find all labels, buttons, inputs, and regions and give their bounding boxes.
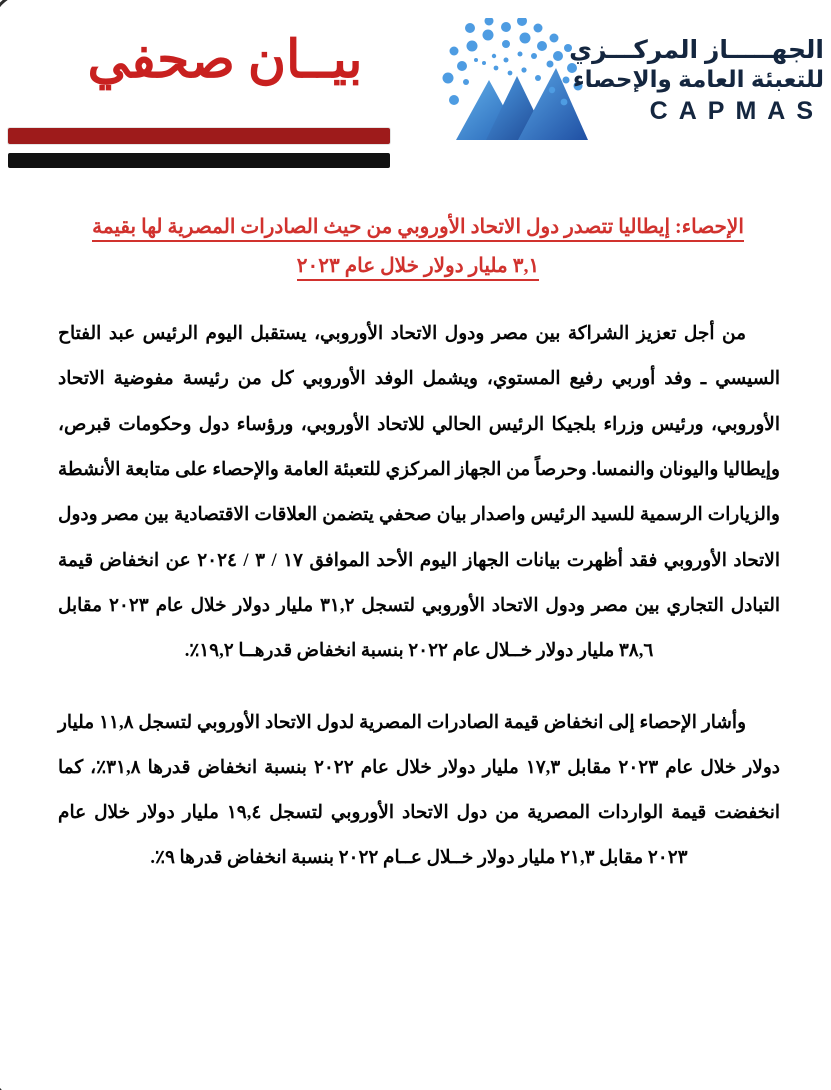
flag-bar-black	[8, 153, 390, 168]
press-release-body	[58, 312, 780, 882]
capmas-logo	[432, 18, 824, 148]
scan-mask-left	[0, 60, 6, 1060]
body-paragraph-1: من أجل تعزيز الشراكة بين مصر ودول الاتحاد الأوروبي، يستقبل اليوم الرئيس عبد الفتاح السيسي ـ وفد أوربي رفيع المستوي، ويشمل الوفد الأوروبي كل من رئيسة مفوضية الاتحاد الأوروبي، ورئيس وزراء بلجيكا الرئيس الحالي للاتحاد الأوروبي، ورؤساء دول وحكومات قبرص، وإيطاليا واليونان والنمسا. وحرصاً من الجهاز المركزي للتعبئة العامة والإحصاء على متابعة الأنشطة والزيارات الرسمية للسيد الرئيس واصدار بيان صحفي يتضمن العلاقات الاقتصادية بين مصر ودول الاتحاد الأوروبي فقد أظهرت بيانات الجهاز اليوم الأحد الموافق ١٧ / ٣ / ٢٠٢٤ عن انخفاض قيمة التبادل التجاري بين مصر ودول الاتحاد الأوروبي لتسجل ٣١,٢ مليار دولار خلال عام ٢٠٢٣ مقابل ٣٨,٦ مليار دولار خــلال عام ٢٠٢٢ بنسبة انخفاض قدرهــا ١٩,٢٪.	[58, 324, 780, 662]
body-paragraph-2: وأشار الإحصاء إلى انخفاض قيمة الصادرات المصرية لدول الاتحاد الأوروبي لتسجل ١١,٨ مليار دولار خلال عام ٢٠٢٣ مقابل ١٧,٣ مليار دولار خلال عام ٢٠٢٢ بنسبة انخفاض قدرها ٣١,٨٪، كما انخفضت قيمة الواردات المصرية من دول الاتحاد الأوروبي لتسجل ١٩,٤ مليار دولار خلال عام ٢٠٢٣ مقابل ٢١,٣ مليار دولار خــلال عــام ٢٠٢٢ بنسبة انخفاض قدرها ٩٪.	[58, 712, 781, 869]
flag-bar-red	[8, 128, 390, 144]
capmas-name-line-1: الجهـــــاز المركـــزي	[569, 36, 824, 64]
scan-mask-bottom	[26, 1040, 831, 1090]
page-title	[56, 208, 780, 286]
capmas-logo-wordmark	[569, 36, 824, 126]
headline-line-2: ٣,١ مليار دولار خلال عام ٢٠٢٣	[297, 255, 539, 281]
capmas-pyramids-dots-logo-icon	[432, 18, 592, 143]
document-header	[0, 0, 831, 200]
capmas-name-line-2: للتعبئة العامة والإحصاء	[572, 65, 824, 92]
egypt-flag-bars	[8, 128, 390, 168]
press-release-title: بيــان صحفي	[87, 32, 363, 89]
capmas-acronym: CAPMAS	[649, 96, 824, 125]
headline-line-1: الإحصاء: إيطاليا تتصدر دول الاتحاد الأوروبي من حيث الصادرات المصرية لها بقيمة	[92, 216, 744, 242]
